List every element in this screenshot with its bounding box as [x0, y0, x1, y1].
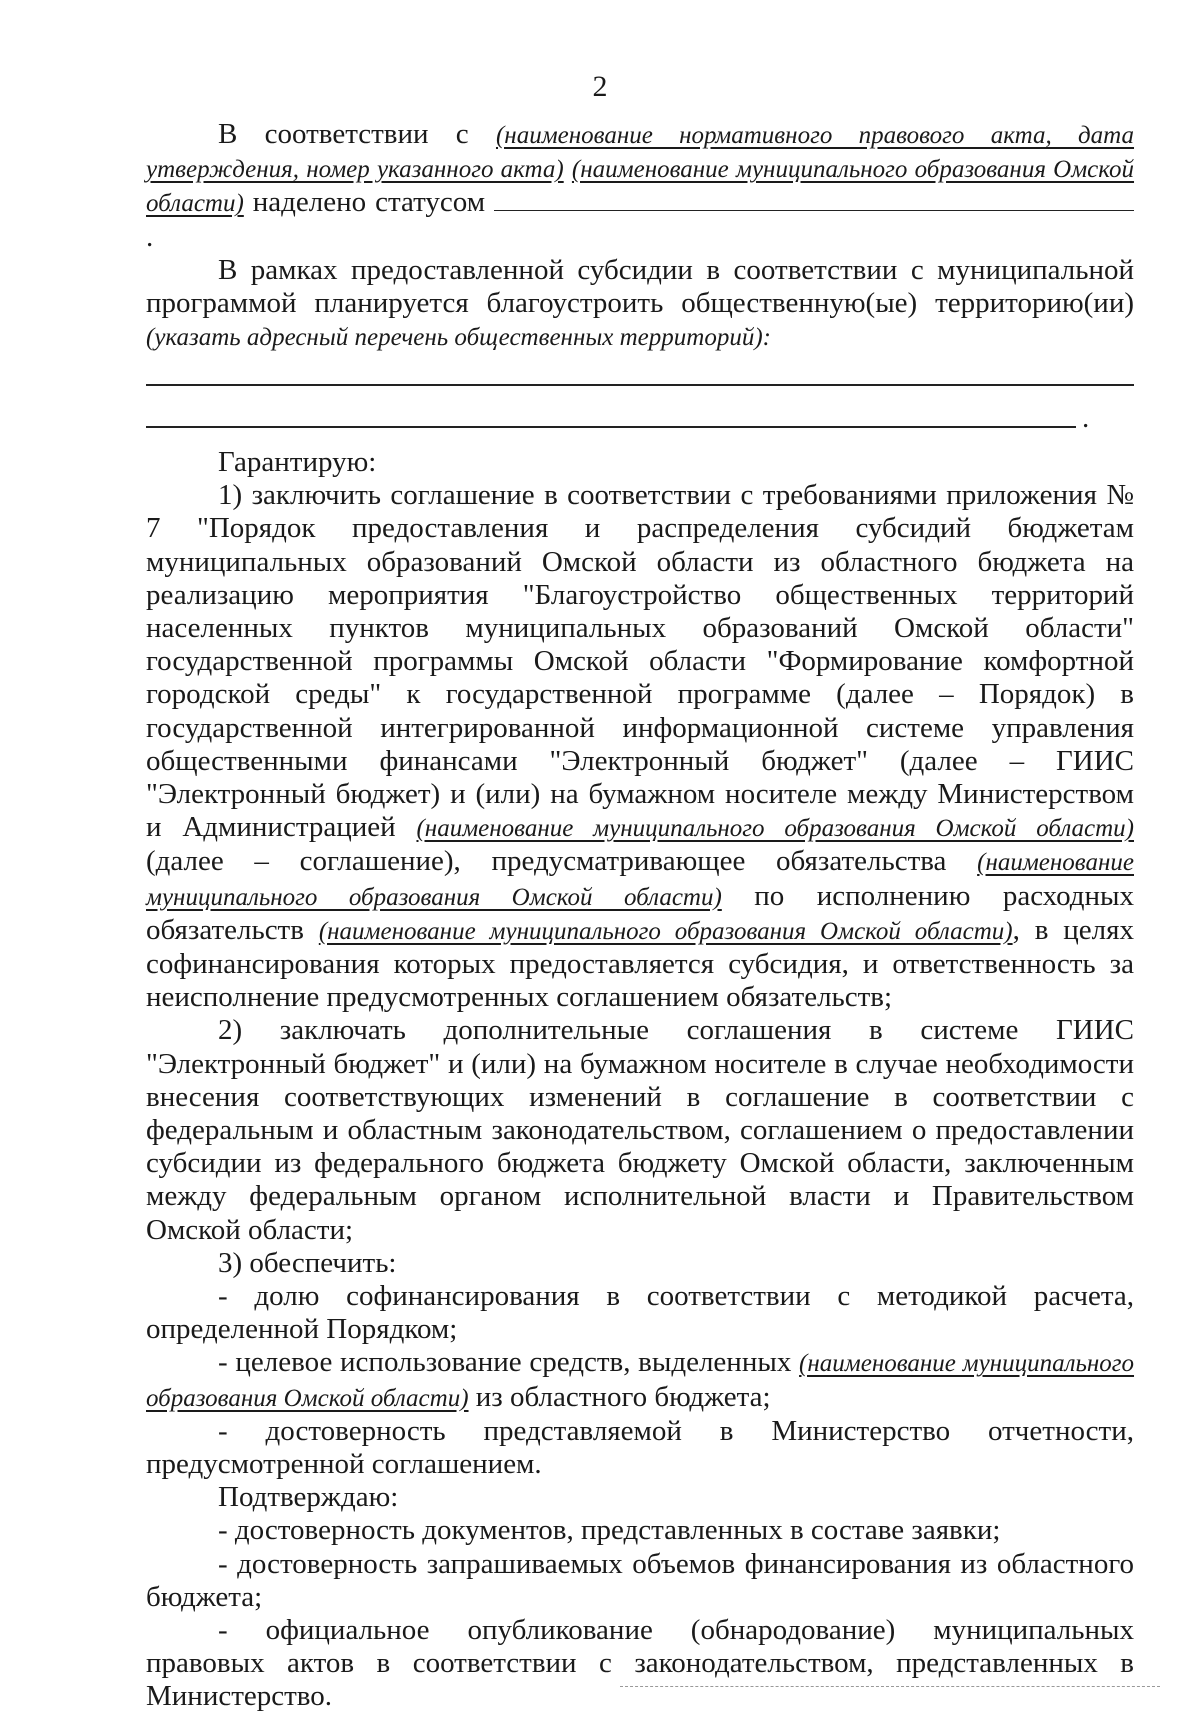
guarantee-item-3c: - достоверность представляемой в Министерство отчетности, предусмотренной соглашением.: [146, 1414, 1134, 1481]
guarantee-item-3-heading: 3) обеспечить:: [218, 1246, 397, 1279]
page-number: 2: [592, 70, 608, 103]
item1-placeholder-2: (наименование муниципального образования Омской области): [146, 849, 1134, 911]
item1-text-2: (далее – соглашение), предусматривающее обязательства: [146, 845, 978, 878]
scan-footer-artifact: [620, 1686, 1160, 1687]
item1-text-4: , в целях софинансирования которых предоставляется субсидия, и ответственность за неисполнение предусмотренных соглашением обязательств;: [146, 913, 1134, 1014]
confirm-heading: Подтверждаю:: [218, 1481, 399, 1514]
item1-text-3: по исполнению расходных обязательств: [146, 879, 1134, 946]
territory-blank-line-2: [146, 401, 1134, 434]
paragraph-status: [146, 118, 1134, 254]
guarantee-item-3b: [146, 1346, 1134, 1414]
program-text: В рамках предоставленной субсидии в соответствии с муниципальной программой планируется благоустроить общественную(ые) территорию(ии): [146, 253, 1134, 320]
item3b-text-2: из областного бюджета;: [468, 1380, 771, 1413]
placeholder-territories: (указать адресный перечень общественных территорий):: [146, 324, 771, 352]
guarantee-heading: Гарантирую:: [218, 445, 377, 478]
item1-placeholder-3: (наименование муниципального образования Омской области): [318, 917, 1013, 945]
guarantee-item-2: 2) заключать дополнительные соглашения в системе ГИИС "Электронный бюджет" и (или) на бумажном носителе в случае необходимости внесения соответствующих изменений в соглашение в соответствии с федеральным и областным законодательством, соглашением о предоставлении субсидии из федерального бюджета бюджету Омской области, заключенным между федеральным органом исполнительной власти и Правительством Омской области;: [146, 1014, 1134, 1246]
confirm-item-c: - официальное опубликование (обнародование) муниципальных правовых актов в соответствии с законодательством, представленных в Министерство.: [146, 1614, 1134, 1713]
placeholder-municipality: (наименование муниципального образования Омской области): [146, 156, 1135, 218]
guarantee-item-3a: - долю софинансирования в соответствии с методикой расчета, определенной Порядком;: [146, 1280, 1134, 1346]
item3b-placeholder: (наименование муниципального образования Омской области): [146, 1350, 1135, 1412]
item1-text-1: 1) заключить соглашение в соответствии с требованиями приложения № 7 "Порядок предоставления и распределения субсидий бюджетам муниципальных образований Омской области из областного бюджета на реализацию мероприятия "Благоустройство общественных территорий населенных пунктов муниципальных образований Омской области" государственной программы Омской области "Формирование комфортной городской среды" к государственной программе (далее – Порядок) в государственной интегрированной информационной системе управления общественными финансами "Электронный бюджет" (далее – ГИИС "Электронный бюджет) и (или) на бумажном носителе между Министерством и Администрацией: [146, 479, 1134, 844]
status-blank-line: [494, 188, 1134, 211]
territory-blank-line-1: [146, 384, 1134, 386]
territory-end-dot: .: [1082, 401, 1090, 434]
placeholder-legal-act: (наименование нормативного правового акта, дата утверждения, номер указанного акта): [146, 122, 1135, 184]
status-tail-text: наделено статусом: [243, 186, 494, 219]
section-spacer: [146, 428, 1134, 446]
territory-blank-rule: [146, 426, 1076, 428]
document-body: [146, 118, 1134, 1714]
item3b-text-1: - целевое использование средств, выделенных: [218, 1346, 800, 1379]
status-lead-text: В соответствии с: [218, 118, 496, 150]
confirm-item-a: - достоверность документов, представленных в составе заявки;: [218, 1514, 1001, 1547]
status-end-dot: .: [146, 220, 154, 253]
confirm-item-b: - достоверность запрашиваемых объемов финансирования из областного бюджета;: [146, 1547, 1134, 1613]
guarantee-item-1: [146, 479, 1134, 1014]
paragraph-program: [146, 254, 1134, 355]
item1-placeholder-1: (наименование муниципального образования Омской области): [416, 815, 1134, 843]
